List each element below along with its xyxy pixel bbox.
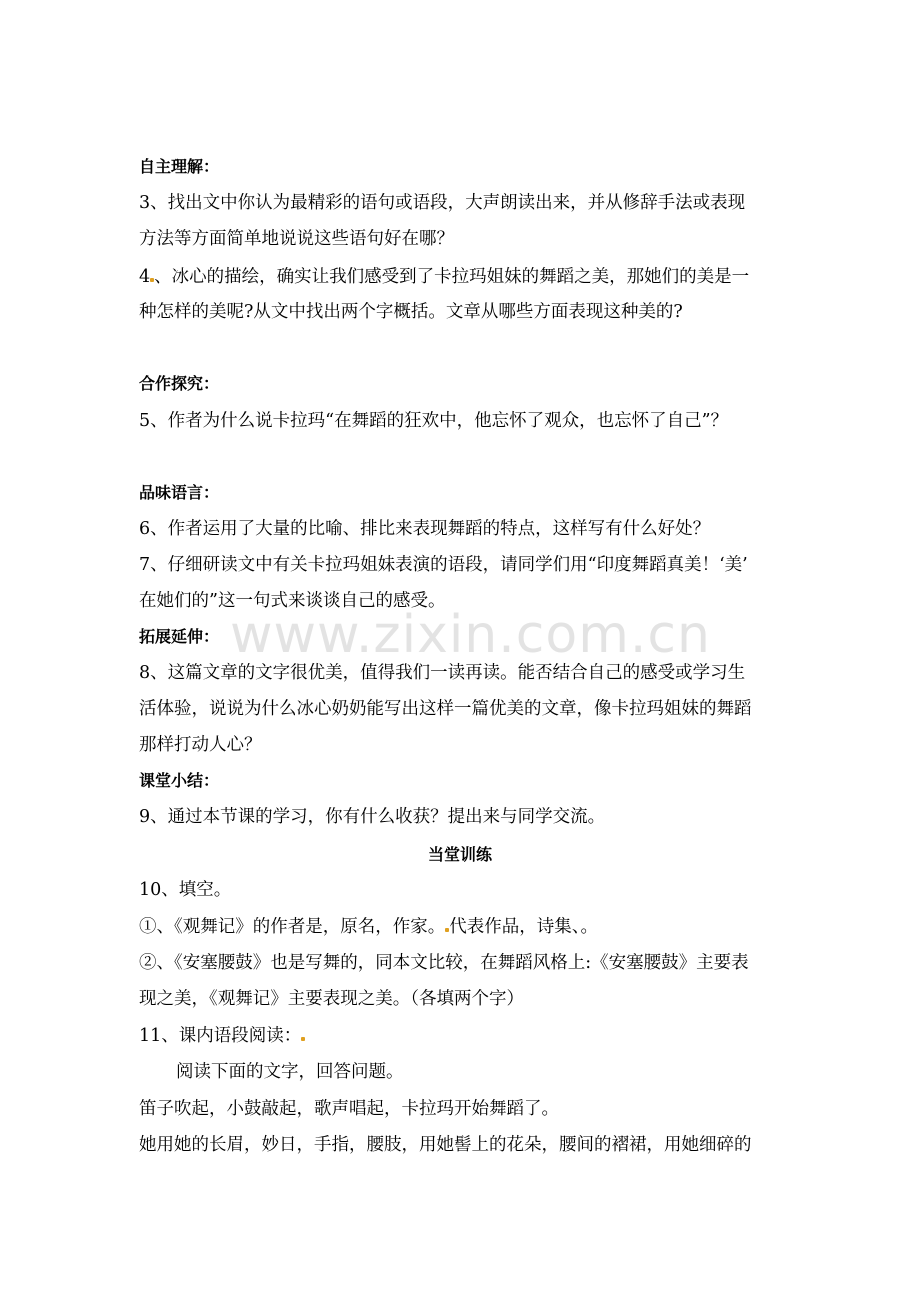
- reading-instruction: 阅读下面的文字，回答问题。: [176, 1062, 404, 1082]
- question-10-item-1-part-1: ①、《观舞记》的作者是，原名，作家。: [139, 917, 446, 937]
- question-7-line-1: 7、仔细研读文中有关卡拉玛姐妹表演的语段，请同学们用“印度舞蹈真美！‘美’: [139, 555, 748, 575]
- section-heading-cooperation: 合作探究：: [139, 374, 220, 393]
- training-title: 当堂训练: [427, 845, 492, 864]
- question-10: 10、填空。: [139, 880, 232, 900]
- watermark: www.zixin.com.cn: [230, 605, 711, 665]
- section-heading-summary: 课堂小结：: [139, 771, 220, 790]
- question-10-item-1: [139, 916, 598, 938]
- question-11-text: 11、课内语段阅读：: [139, 1026, 302, 1046]
- question-6: 6、作者运用了大量的比喻、排比来表现舞蹈的特点，这样写有什么好处？: [139, 519, 711, 539]
- question-10-item-1-part-2: 代表作品，诗集、。: [449, 917, 598, 937]
- question-9: 9、通过本节课的学习，你有什么收获？提出来与同学交流。: [139, 807, 606, 827]
- marker-dot: [301, 1037, 305, 1041]
- question-10-item-2-line-2: 现之美，《观舞记》主要表现之美。（各填两个字）: [139, 989, 524, 1009]
- question-3-line-2: 方法等方面简单地说说这些语句好在哪？: [139, 229, 454, 249]
- passage-line-2: 她用她的长眉，妙日，手指，腰肢，用她髻上的花朵，腰间的褶裙，用她细碎的: [139, 1135, 752, 1155]
- question-8-line-3: 那样打动人心？: [139, 735, 262, 755]
- question-11: [139, 1025, 305, 1047]
- question-4-line-1: [139, 266, 749, 288]
- question-8-line-2: 活体验，说说为什么冰心奶奶能写出这样一篇优美的文章，像卡拉玛姐妹的舞蹈: [139, 699, 752, 719]
- question-7-line-2: 在她们的”这一句式来谈谈自己的感受。: [139, 591, 446, 611]
- section-heading-self-understanding: 自主理解：: [139, 157, 220, 176]
- passage-line-1: 笛子吹起，小鼓敲起，歌声唱起，卡拉玛开始舞蹈了。: [139, 1099, 559, 1119]
- question-5: 5、作者为什么说卡拉玛“在舞蹈的狂欢中，他忘怀了观众，也忘怀了自己”？: [139, 411, 729, 431]
- section-heading-language: 品味语言：: [139, 483, 220, 502]
- question-4-text: 、冰心的描绘，确实让我们感受到了卡拉玛姐妹的舞蹈之美，那她们的美是一: [154, 267, 750, 287]
- section-heading-extension: 拓展延伸：: [139, 627, 220, 646]
- question-10-item-2-line-1: ②、《安塞腰鼓》也是写舞的，同本文比较，在舞蹈风格上:《安塞腰鼓》主要表: [139, 953, 749, 973]
- question-4-number: 4: [139, 267, 151, 287]
- question-3-line-1: 3、找出文中你认为最精彩的语句或语段，大声朗读出来，并从修辞手法或表现: [139, 193, 746, 213]
- question-8-line-1: 8、这篇文章的文字很优美，值得我们一读再读。能否结合自己的感受或学习生: [139, 663, 746, 683]
- question-4-line-2: 种怎样的美呢?从文中找出两个字概括。文章从哪些方面表现这种美的?: [139, 302, 683, 322]
